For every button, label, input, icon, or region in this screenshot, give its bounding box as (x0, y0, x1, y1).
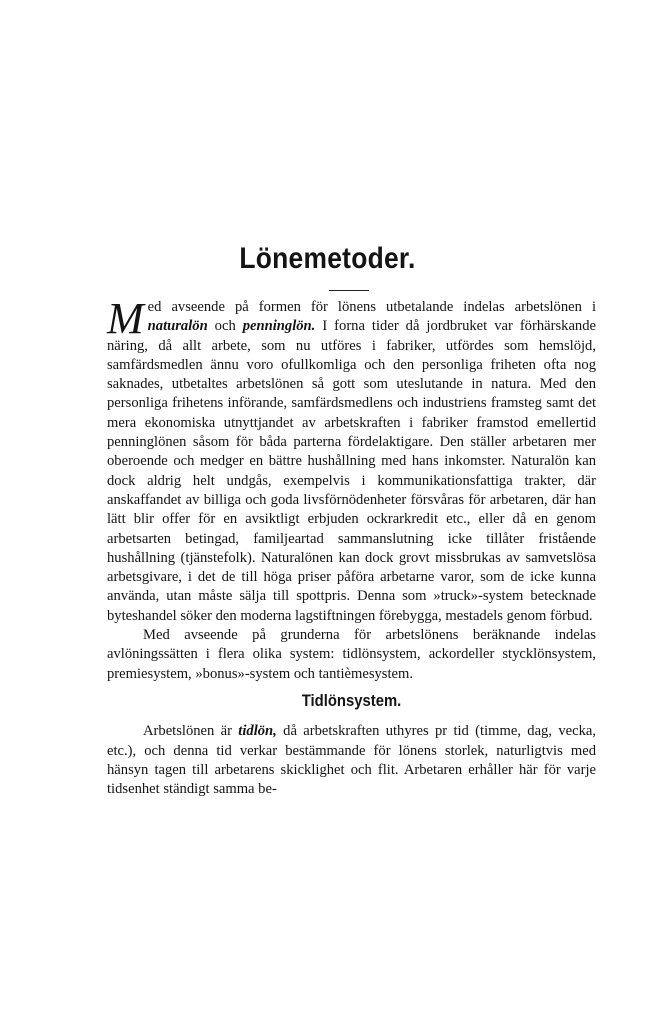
section-heading: Tidlönsystem. (301, 691, 402, 710)
page-title: Lönemetoder. (239, 242, 416, 275)
page-body (107, 294, 596, 799)
intro-text-b: och (207, 318, 243, 335)
term-tidlon: tidlön, (238, 723, 277, 740)
term-naturalon: naturalön (147, 318, 208, 335)
intro-paragraph (107, 294, 596, 626)
systems-paragraph: Med avseende på grunderna för arbetslönens beräknande indelas avlöningssätten i flera olika system: tidlönsystem, ackordeller stycklönsystem, premiesystem, »bonus»-system och tantièmesystem. (107, 627, 596, 682)
intro-text-c: I forna tider då jordbruket var förhärskande näring, då allt arbete, som nu utföres i fabriker, utfördes som hemslöjd, samfärdsmedlen ännu voro ofullkomliga och den personliga friheten ofta nog saknades, utbetaltes arbetslönen så gott som uteslutande in natura. Med den personliga frihetens införande, samfärdsmedlens och industriens framsteg samt det mera ekonomiska utnyttjandet av arbetskraften i fabriker framstod emellertid penninglönen såsom för båda parterna fördelaktigare. Den ställer arbetaren mer oberoende och medger en bättre hushållning med hans inkomster. Naturalön kan dock aldrig helt undgås, exempelvis i kommunikationsfattiga trakter, där anskaffandet av billiga och goda livsförnödenheter försvåras för arbetaren, där han lätt blir offer för en avsiktligt erbjuden ockrarkredit etc., eller då en genom arbetsarten betingad, familjeartad sammanslutning icke tillåter fristående hushållning (tjänstefolk). Naturalönen kan dock grovt missbrukas av samvetslösa arbetsgivare, i det de till höga priser påföra arbetarne varor, som de icke kunna använda, utan måste sälja till spottpris. Denna som »truck»-system betecknade byteshandel söker den moderna lagstiftningen förebygga, mestadels genom förbud. (107, 318, 596, 624)
drop-cap: M (107, 294, 144, 343)
intro-text-a: ed avseende på formen för lönens utbetalande indelas arbetslönen i (147, 299, 596, 315)
term-penninglon: penninglön. (242, 318, 316, 335)
section-text-a: Arbetslönen är (143, 723, 239, 740)
section-paragraph (107, 722, 596, 799)
section-text-b: då arbetskraften uthyres pr tid (timme, dag, vecka, etc.), och denna tid verkar bestämmande för lönens storlek, naturligtvis med hänsyn tagen till arbetarens skicklighet och flit. Arbetaren erhåller här för varje tidsenhet ständigt samma be- (107, 723, 596, 798)
title-divider (329, 290, 369, 291)
